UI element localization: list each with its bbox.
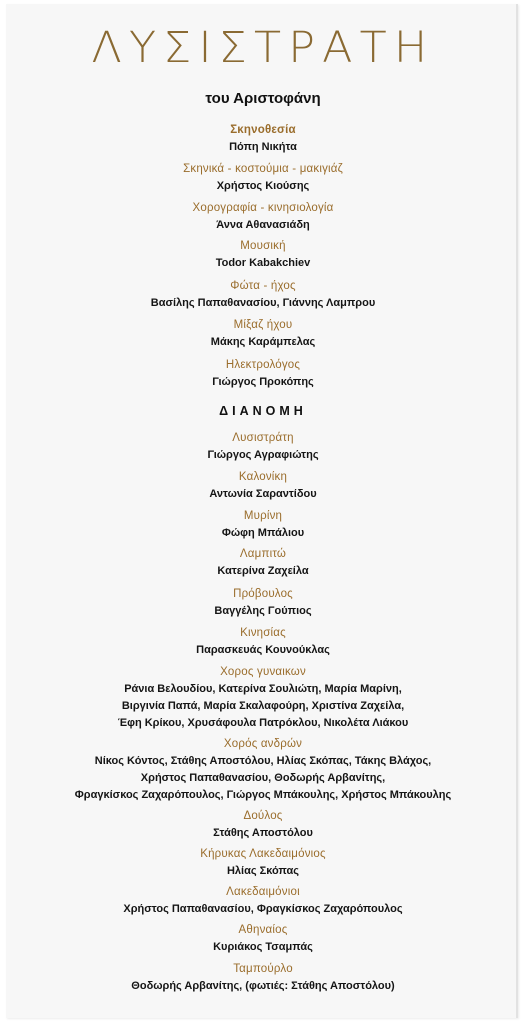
cast-block [0, 625, 526, 659]
cast-role: Μυρίνη [243, 510, 283, 522]
cast-role: Χορός ανδρών [223, 738, 303, 750]
credit-role: Μουσική [240, 240, 286, 252]
page-title: ΛΥΣΙΣΤΡΑΤΗ [91, 23, 435, 73]
cast-block [0, 922, 526, 956]
cast-block [0, 546, 526, 580]
cast-name: Φραγκίσκος Ζαχαρόπουλος, Γιώργος Μπάκουλης, Χρήστος Μπάκουλης [74, 789, 452, 801]
cast-role: Καλονίκη [238, 471, 288, 483]
credit-role: Ηλεκτρολόγος [225, 359, 301, 371]
cast-name: Βαγγέλης Γούπιος [214, 605, 312, 617]
credit-block [0, 317, 526, 351]
credit-name: Βασίλης Παπαθανασίου, Γιάννης Λαμπρου [150, 297, 376, 309]
cast-name: Θοδωρής Αρβανίτης, (φωτιές: Στάθης Αποστόλου) [131, 980, 395, 992]
credit-role: Σκηνικά - κοστούμια - μακιγιάζ [183, 163, 343, 175]
cast-block [0, 961, 526, 995]
credit-name: Άννα Αθανασιάδη [216, 219, 310, 231]
cast-name: Νίκος Κόντος, Στάθης Αποστόλου, Ηλίας Σκόπας, Τάκης Βλάχος, [94, 755, 432, 767]
cast-role: Χορος γυναικων [220, 666, 306, 678]
cast-role: Αθηναίος [238, 924, 288, 936]
cast-block [0, 846, 526, 880]
credit-name: Todor Kabakchiev [215, 257, 311, 269]
cast-name: Αντωνία Σαραντίδου [209, 488, 317, 500]
page-subtitle: του Αριστοφάνη [205, 90, 321, 107]
cast-name: Παρασκευάς Κουνούκλας [196, 644, 330, 656]
cast-block [0, 808, 526, 842]
cast-name: Στάθης Αποστόλου [213, 827, 313, 839]
cast-name: Φώφη Μπάλιου [221, 527, 305, 539]
credit-block [0, 122, 526, 156]
cast-block [0, 884, 526, 918]
credit-name: Χρήστος Κιούσης [216, 180, 310, 192]
credit-block [0, 278, 526, 312]
credit-role: Σκηνοθεσία [230, 124, 296, 136]
cast-name: Χρήστος Παπαθανασίου, Φραγκίσκος Ζαχαρόπουλος [123, 903, 403, 915]
credit-role: Μίξαζ ήχου [233, 319, 293, 331]
cast-name: Έφη Κρίκου, Χρυσάφουλα Πατρόκλου, Νικολέτα Λιάκου [117, 717, 409, 729]
cast-name: Χρήστος Παπαθανασίου, Θοδωρής Αρβανίτης, [140, 772, 386, 784]
credit-name: Μάκης Καράμπελας [210, 336, 316, 348]
cast-block [0, 586, 526, 620]
cast-name: Γιώργος Αγραφιώτης [207, 449, 319, 461]
cast-block [0, 469, 526, 503]
cast-name: Κυριάκος Τσαμπάς [213, 941, 313, 953]
cast-name: Ράνια Βελουδίου, Κατερίνα Σουλιώτη, Μαρία Μαρίνη, [124, 683, 402, 695]
cast-role: Ταμπούρλο [233, 963, 293, 975]
cast-block [0, 508, 526, 542]
cast-name: Κατερίνα Ζαχείλα [217, 565, 309, 577]
credit-block [0, 200, 526, 234]
cast-role: Λαμπιτώ [239, 548, 287, 560]
cast-role: Κήρυκας Λακεδαιμόνιος [200, 848, 326, 860]
credit-role: Χορογραφία - κινησιολογία [192, 202, 334, 214]
cast-role: Λυσιστράτη [232, 432, 294, 444]
cast-role: Λακεδαιμόνιοι [226, 886, 300, 898]
cast-block [0, 736, 526, 804]
cast-block [0, 664, 526, 732]
credit-block [0, 161, 526, 195]
cast-role: Κινησίας [240, 627, 286, 639]
credit-block [0, 357, 526, 391]
credit-name: Γιώργος Προκόπης [212, 376, 314, 388]
cast-role: Πρόβουλος [233, 588, 293, 600]
cast-name: Ηλίας Σκόπας [226, 865, 300, 877]
cast-heading: ΔΙΑΝΟΜΗ [219, 404, 307, 418]
credit-role: Φώτα - ήχος [230, 280, 296, 292]
cast-block [0, 430, 526, 464]
credit-name: Πόπη Νικήτα [229, 141, 297, 153]
cast-name: Βιργινία Παπά, Μαρία Σκαλαφούρη, Χριστίνα Ζαχείλα, [121, 700, 405, 712]
credit-block [0, 238, 526, 272]
cast-role: Δούλος [243, 810, 283, 822]
